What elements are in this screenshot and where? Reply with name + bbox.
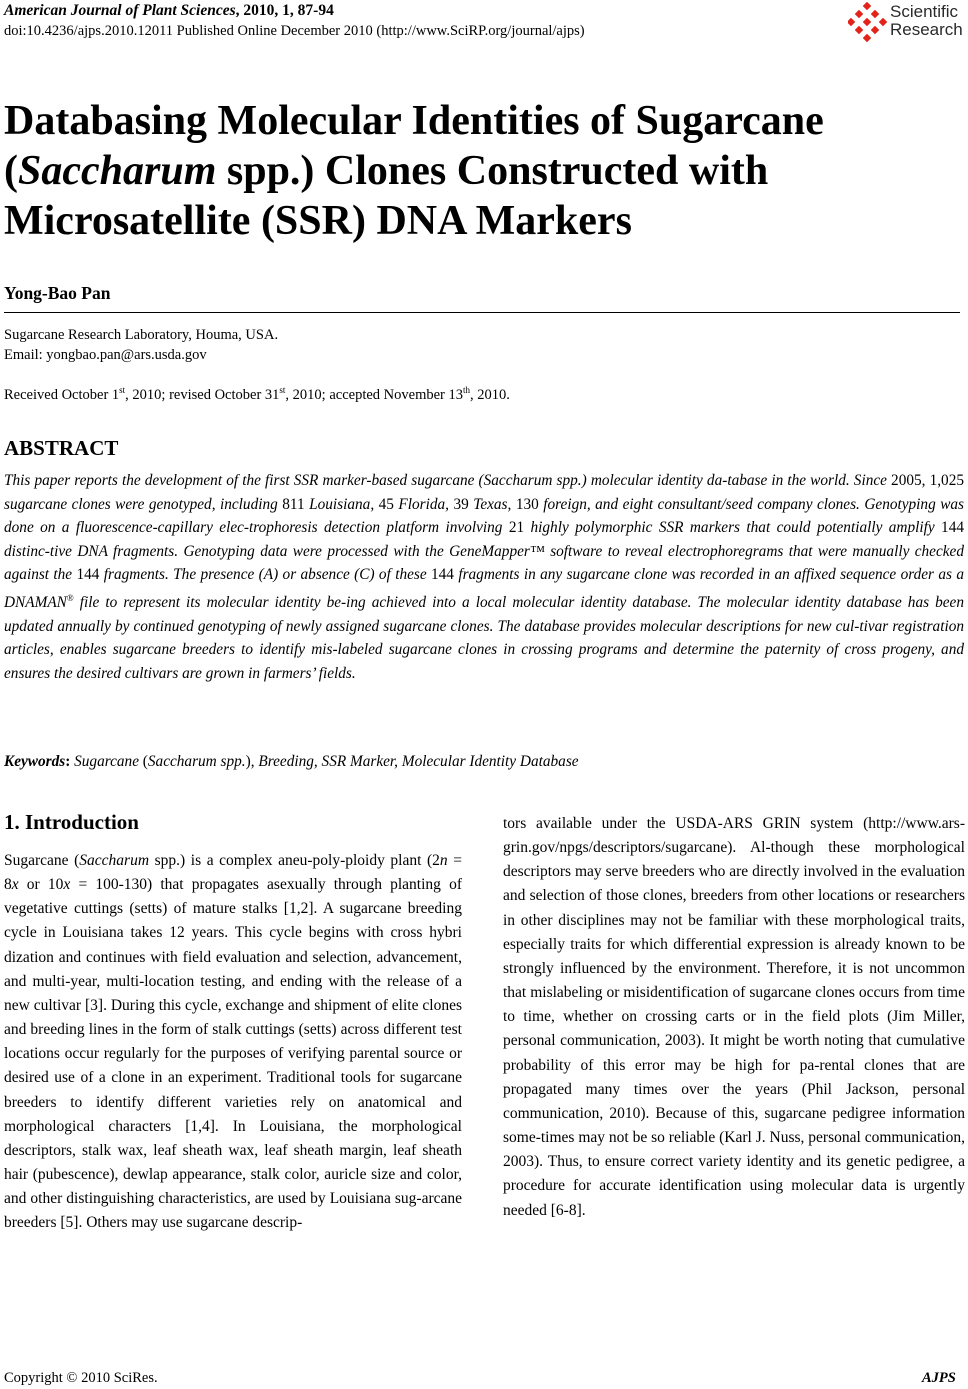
body-text: spp.) is a complex aneu-poly-ploidy plant (2: [149, 852, 440, 869]
body-text: = 100-130) that propagates asexually through planting of vegetative cuttings (setts) of mature stalks [1,2]. A sugarcane breeding cycle in Louisiana takes 12 years. This cycle begins with cross hybri dization and continues with field evaluation and selection, advancement, and multi-year, multi-location testing, and ending with the release of a new cultivar [3]. During this cycle, exchange and shipment of elite clones and breeding lines in the form of stalk cuttings (setts) across different test locations occur regularly for the purposes of verifying parental source or desired use of a clone in an experiment. Traditional tools for sugarcane breeders to identify different varieties rely on anatomical and morphological characters [1,4]. In Louisiana, the morphological descriptors, stalk wax, leaf sheath wax, leaf sheath margin, leaf sheath hair (pubescence), dewlap appearance, stalk color, auricle size and color, and other distinguishing characteristics, are used by Louisiana sug-arcane breeders [5]. Others may use sugarcane descrip-: [4, 876, 462, 1232]
abstract-text: Florida,: [393, 495, 454, 513]
abstract-text: highly polymorphic SSR markers that could potentially amplify: [524, 519, 942, 537]
keyword: Saccharum spp.: [147, 753, 246, 770]
journal-name: American Journal of Plant Sciences: [4, 2, 236, 19]
keywords-line: [4, 753, 579, 771]
logo-line-1: Scientific: [890, 2, 959, 21]
abstract-text: C: [359, 566, 370, 584]
abstract-heading: ABSTRACT: [4, 436, 119, 460]
keyword-punct: (: [138, 753, 148, 770]
affiliation: Sugarcane Research Laboratory, Houma, USA.: [4, 327, 279, 343]
scirp-logo-icon: [848, 2, 888, 42]
keyword-punct: ),: [245, 753, 259, 770]
header-divider: [4, 312, 960, 313]
journal-volume: , 2010, 1, 87-94: [235, 2, 334, 19]
abstract-text: Louisiana,: [304, 495, 379, 513]
accepted-text: , 2010; accepted November 13: [285, 387, 463, 403]
paper-title: [4, 96, 954, 246]
body-italic: x: [11, 876, 19, 894]
received-text: Received October 1: [4, 387, 120, 403]
email: Email: yongbao.pan@ars.usda.gov: [4, 347, 207, 363]
body-text: or 10: [18, 876, 64, 894]
abstract-text: file to represent its molecular identity be-ing achieved into a local molecular identity database. The molecular identity database has been updated annually by continued genotyping of newly assigned sugarcane clones. The database provides molecular descriptions for new cul-tivar registration articles, enables sugarcane breeders to identify mis-labeled sugarcane clones in crossing programs and determine the paternity of cross progeny, and ensures the desired cultivars are grown in farmers’ fields.: [4, 593, 964, 682]
title-italic-genus: Saccharum: [18, 148, 217, 194]
body-text: = 8: [4, 852, 462, 894]
ordinal-suffix: st: [119, 385, 126, 395]
abstract-text: A: [263, 566, 274, 584]
abstract-number: 144: [941, 519, 964, 537]
abstract-text: ) of these: [369, 566, 431, 584]
copyright-footer: Copyright © 2010 SciRes.: [4, 1370, 158, 1386]
abstract-text: foreign, and eight consultant/seed company clones. Genotyping was done on a fluorescence-capillary elec-trophoresis detection platform involving: [4, 495, 964, 537]
logo-line-2: Research: [890, 20, 963, 39]
body-italic: Saccharum: [79, 852, 150, 869]
abstract-number: 39: [453, 495, 469, 513]
received-dates: [4, 385, 510, 404]
revised-text: , 2010; revised October 31: [125, 387, 280, 403]
body-text: Sugarcane (: [4, 852, 80, 869]
abstract-number: 2005, 1,025: [891, 472, 964, 489]
body-italic: x: [63, 876, 71, 894]
title-part-1: Databasing Molecular Identities of Sugarcane (: [4, 98, 824, 194]
abstract-body: [4, 469, 964, 685]
abstract-text: Texas,: [468, 495, 516, 513]
logo-wordmark: [890, 3, 963, 39]
title-part-2: spp.) Clones Constructed with Microsatellite (SSR) DNA Markers: [4, 148, 769, 244]
abstract-number: 144: [76, 566, 100, 584]
abstract-text: distinc-tive DNA fragments. Genotyping data were processed with the GeneMapper™ software to reveal electrophoregrams that were manually checked against the: [4, 542, 964, 584]
author-name: Yong-Bao Pan: [4, 283, 111, 303]
abstract-number: 811: [282, 495, 305, 513]
keywords-colon: :: [65, 753, 75, 770]
abstract-number: 45: [378, 495, 394, 513]
abstract-number: 130: [515, 495, 539, 513]
keywords-label: Keywords: [4, 753, 66, 770]
registered-mark: ®: [66, 592, 74, 603]
accepted-year: , 2010.: [470, 387, 510, 403]
section-heading-introduction: 1. Introduction: [4, 810, 139, 834]
abstract-number: 21: [508, 519, 525, 537]
doi-line: doi:10.4236/ajps.2010.12011 Published Online December 2010 (http://www.SciRP.org/journal/ajps): [4, 23, 585, 39]
body-column-right: tors available under the USDA-ARS GRIN system (http://www.ars-grin.gov/npgs/descriptors/sugarcane). Al-though these morphological descriptors may serve breeders who are directly involved in the evaluation and selection of those clones, breeders from other locations or researchers in other disciplines may not be familiar with these morphological traits, especially traits for which differential expression is already known to be strongly influenced by the environment. Therefore, it is not uncommon that mislabeling or misidentification of sugarcane clones occurs from time to time, whether on crossing carts or in the field plots (Jim Miller, personal communication, 2003). It might be worth noting that cumulative probability of this error may be high for pa-rental clones that are propagated many times over the years (Phil Jackson, personal communication, 2010). Because of this, sugarcane pedigree information some-times may not be so reliable (Karl J. Nuss, personal communication, 2003). Thus, to ensure correct variety identity and its genetic pedigree, a procedure for accurate identification using molecular data is urgently needed [6-8].: [503, 815, 965, 1219]
keyword: Sugarcane: [74, 753, 139, 770]
abstract-text: fragments in any sugarcane clone was recorded in an affixed sequence order as a DNAMAN: [4, 566, 964, 611]
journal-abbreviation-footer: AJPS: [922, 1370, 956, 1386]
body-column-left: [4, 849, 462, 1236]
body-italic: n: [439, 852, 448, 869]
abstract-text: sugarcane clones were genotyped, including: [4, 495, 283, 513]
keyword: Breeding, SSR Marker, Molecular Identity Database: [258, 753, 579, 770]
abstract-number: 144: [431, 566, 454, 584]
journal-header: [4, 2, 334, 20]
abstract-text: fragments. The presence (: [99, 566, 264, 584]
ordinal-suffix: st: [279, 385, 286, 395]
affiliation-block: [4, 325, 278, 365]
ordinal-suffix: th: [462, 385, 470, 395]
publisher-logo: [848, 0, 968, 44]
abstract-text: This paper reports the development of the first SSR marker-based sugarcane (Saccharum spp.) molecular identity da-tabase in the world. Since: [4, 472, 892, 489]
abstract-text: ) or absence (: [273, 566, 360, 584]
